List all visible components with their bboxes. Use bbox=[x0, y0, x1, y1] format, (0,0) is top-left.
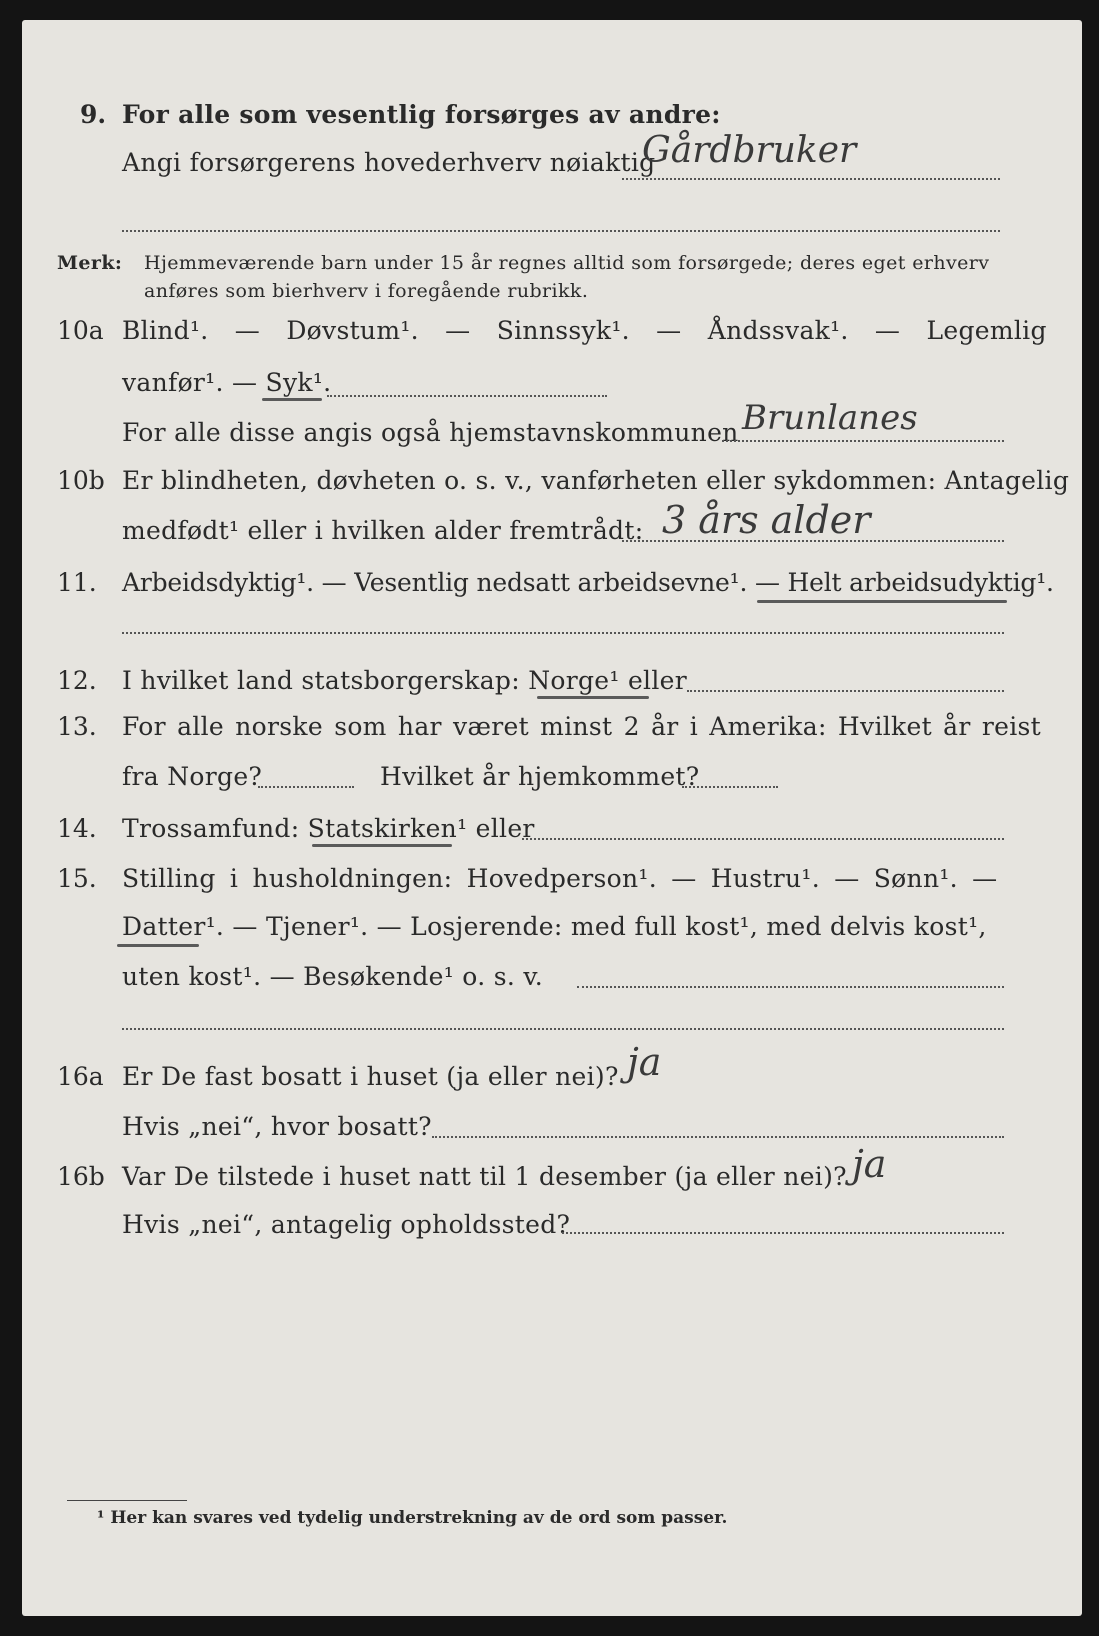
q15-line3: uten kost¹. — Besøkende¹ o. s. v. bbox=[122, 962, 544, 991]
q9-answer-line bbox=[622, 178, 1000, 180]
merk-line2: anføres som bierhverv i foregående rubrikk. bbox=[144, 280, 589, 302]
q16a-line1: Er De fast bosatt i huset (ja eller nei)? bbox=[122, 1062, 619, 1091]
q12-norge-underline bbox=[537, 696, 649, 699]
q10a-number: 10a bbox=[57, 316, 104, 345]
q12-number: 12. bbox=[57, 666, 97, 695]
q14-answer-line bbox=[522, 838, 1004, 840]
q16a-line2: Hvis „nei“, hvor bosatt? bbox=[122, 1112, 432, 1141]
q10a-line2-dots bbox=[327, 395, 607, 397]
q16b-line2: Hvis „nei“, antagelig opholdssted? bbox=[122, 1210, 571, 1239]
q12-line1: I hvilket land statsborgerskap: Norge¹ eller bbox=[122, 666, 687, 695]
q13-hjemkommet-line bbox=[682, 786, 778, 788]
footnote-text: ¹ Her kan svares ved tydelig understrekning av de ord som passer. bbox=[97, 1508, 728, 1528]
q10a-answer-line bbox=[722, 440, 1004, 442]
q10b-line2: medfødt¹ eller i hvilken alder fremtrådt: bbox=[122, 516, 644, 545]
q16b-answer-line bbox=[562, 1232, 1004, 1234]
q13-reist-line bbox=[258, 786, 354, 788]
q10a-line1: Blind¹. — Døvstum¹. — Sinnssyk¹. — Åndssvak¹. — Legemlig bbox=[122, 316, 1047, 345]
q16a-answer-line bbox=[432, 1136, 1004, 1138]
q11-number: 11. bbox=[57, 568, 97, 597]
q15-datter-underline bbox=[117, 944, 199, 947]
q10a-line3: For alle disse angis også hjemstavnskommunen bbox=[122, 418, 739, 447]
q11-extra-line bbox=[122, 632, 1004, 634]
q10a-line2: vanfør¹. — Syk¹. bbox=[122, 368, 332, 397]
q10a-handwritten-answer: Brunlanes bbox=[742, 398, 918, 438]
q13-line1: For alle norske som har været minst 2 år i Amerika: Hvilket år reist bbox=[122, 712, 1042, 741]
q16b-line1: Var De tilstede i huset natt til 1 desember (ja eller nei)? bbox=[122, 1162, 847, 1191]
merk-line1: Hjemmeværende barn under 15 år regnes alltid som forsørgede; deres eget erhverv bbox=[144, 252, 990, 274]
q16b-handwritten-answer: ja bbox=[852, 1142, 887, 1186]
q15-line2: Datter¹. — Tjener¹. — Losjerende: med full kost¹, med delvis kost¹, bbox=[122, 912, 987, 941]
q14-number: 14. bbox=[57, 814, 97, 843]
q13-line2a: fra Norge? bbox=[122, 762, 263, 791]
q9-line1: For alle som vesentlig forsørges av andre: bbox=[122, 100, 721, 129]
q15-line1: Stilling i husholdningen: Hovedperson¹. — Hustru¹. — Sønn¹. — bbox=[122, 864, 998, 893]
q11-helt-underline bbox=[757, 600, 1007, 603]
census-form-page bbox=[22, 20, 1082, 1616]
q10a-syk-underline bbox=[262, 398, 322, 401]
q14-line1: Trossamfund: Statskirken¹ eller bbox=[122, 814, 535, 843]
q16a-handwritten-answer: ja bbox=[627, 1040, 662, 1084]
merk-label: Merk: bbox=[57, 252, 123, 274]
q9-extra-line bbox=[122, 230, 1000, 232]
q10b-handwritten-answer: 3 års alder bbox=[662, 498, 871, 542]
footnote-rule bbox=[67, 1500, 187, 1501]
q10b-number: 10b bbox=[57, 466, 105, 495]
q10b-line1: Er blindheten, døvheten o. s. v., vanførheten eller sykdommen: Antagelig bbox=[122, 466, 1070, 495]
q11-line1: Arbeidsdyktig¹. — Vesentlig nedsatt arbeidsevne¹. — Helt arbeidsudyktig¹. bbox=[122, 568, 1054, 597]
q9-handwritten-answer: Gårdbruker bbox=[642, 130, 857, 171]
q12-answer-line bbox=[687, 690, 1004, 692]
q16b-number: 16b bbox=[57, 1162, 105, 1191]
q14-statskirken-underline bbox=[312, 844, 452, 847]
q13-line2b: Hvilket år hjemkommet? bbox=[380, 762, 700, 791]
q15-extra-line bbox=[122, 1028, 1004, 1030]
q15-number: 15. bbox=[57, 864, 97, 893]
q15-answer-line bbox=[577, 986, 1004, 988]
q13-number: 13. bbox=[57, 712, 97, 741]
q9-number: 9. bbox=[80, 100, 107, 129]
q16a-number: 16a bbox=[57, 1062, 104, 1091]
q9-line2: Angi forsørgerens hovederhverv nøiaktig bbox=[122, 148, 656, 177]
